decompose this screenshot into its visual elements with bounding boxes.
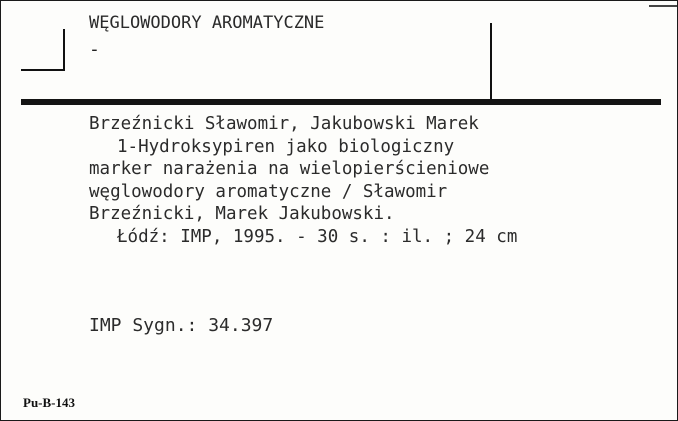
entry-title-line-2: marker narażenia na wielopierścieniowe: [89, 159, 490, 179]
corner-bracket-horizontal: [21, 69, 65, 71]
corner-tick-mark: [649, 5, 677, 7]
entry-title-line-1: 1-Hydroksypiren jako biologiczny: [117, 136, 455, 157]
entry-title-line-3: węglowodory aromatyczne / Sławomir: [89, 181, 448, 202]
subject-heading: WĘGLOWODORY AROMATYCZNE: [89, 13, 325, 33]
entry-imprint: Łódź: IMP, 1995. - 30 s. : il. ; 24 cm: [117, 226, 518, 247]
entry-title-line-4: Brzeźnicki, Marek Jakubowski.: [89, 204, 395, 224]
header-rule: [21, 99, 661, 105]
subject-heading-dash: -: [89, 39, 100, 60]
entry-authors: Brzeźnicki Sławomir, Jakubowski Marek: [89, 114, 479, 134]
shelf-signature: IMP Sygn.: 34.397: [89, 315, 274, 336]
heading-divider-line: [490, 23, 492, 101]
catalog-id-label: Pu-B-143: [23, 395, 75, 410]
bibliographic-entry: [89, 113, 517, 248]
corner-bracket-vertical: [63, 29, 65, 71]
